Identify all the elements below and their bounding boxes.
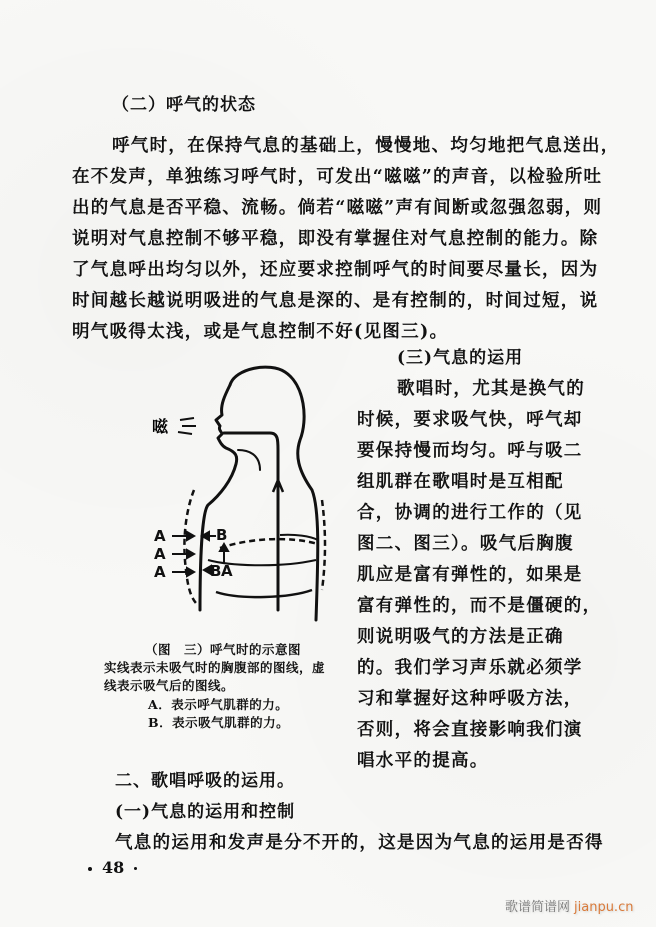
caption-legend-b: B．表示吸气肌群的力。: [148, 715, 290, 730]
paragraph-line: 说明对气息控制不够平稳，即没有掌握住对气息控制的能力。除: [72, 229, 599, 249]
paragraph-line: 要保持慢而均匀。呼与吸二: [357, 441, 583, 461]
caption-title: （图 三）呼气时的示意图: [145, 642, 302, 657]
paragraph-line: 了气息呼出均匀以外，还应要求控制呼气的时间要尽量长，因为: [72, 260, 599, 280]
paragraph-line: 出的气息是否平稳、流畅。倘若“嗞嗞”声有间断或忽强忽弱，则: [72, 198, 603, 218]
label-a-2: A: [154, 545, 166, 563]
label-a-1: A: [154, 527, 166, 545]
label-a-3: A: [154, 563, 166, 581]
label-b-2: B: [210, 562, 222, 580]
page-number: [78, 858, 147, 877]
sub-heading-breath-control: (一)气息的运用和控制: [115, 802, 296, 822]
paragraph-line: 肌应是富有弹性的，如果是: [357, 565, 583, 585]
section-heading-breath-usage: (三)气息的运用: [397, 348, 524, 368]
paragraph-line: 明气吸得太浅，或是气息控制不好(见图三)。: [72, 322, 449, 342]
paragraph-line: 时间越长越说明吸进的气息是深的、是有控制的，时间过短，说: [72, 291, 599, 311]
caption-line: 实线表示未吸气时的胸腹部的图线，虚: [104, 660, 326, 675]
paragraph-line: 呼气时，在保持气息的基础上，慢慢地、均匀地把气息送出，: [112, 136, 620, 156]
paragraph-line: 图二、图三）。吸气后胸腹: [357, 534, 574, 554]
watermark-site-name: 歌谱简谱网: [505, 900, 571, 915]
paragraph-line: 否则，将会直接影响我们演: [357, 720, 583, 740]
label-b-1: B: [216, 526, 228, 544]
watermark: [505, 896, 633, 915]
paragraph-line: 在不发声，单独练习呼气时，可发出“嗞嗞”的声音，以检验所吐: [72, 167, 603, 187]
page-number-value: 48: [102, 858, 125, 877]
body-silhouette-illustration: [120, 360, 350, 640]
paragraph-line: 组肌群在歌唱时是互相配: [357, 472, 564, 492]
paragraph-line: 的。我们学习声乐就必须学: [357, 658, 583, 678]
caption-legend-a: A．表示呼气肌群的力。: [148, 697, 289, 712]
paragraph-line: 歌唱时，尤其是换气的: [397, 379, 585, 399]
paragraph-line: 富有弹性的，而不是僵硬的，: [357, 596, 602, 616]
bullet-dot: [134, 867, 137, 870]
paragraph-line: 气息的运用和发声是分不开的，这是因为气息的运用是否得: [115, 833, 604, 853]
caption-line: 线表示吸气后的图线。: [104, 678, 235, 693]
paragraph-line: 时候，要求吸气快，呼气却: [357, 410, 583, 430]
watermark-url: jianpu.cn: [574, 900, 634, 915]
paragraph-line: 唱水平的提高。: [357, 751, 489, 771]
chapter-heading-singing-breath: 二、歌唱呼吸的运用。: [115, 771, 295, 791]
sound-label-zi: 嗞: [152, 417, 169, 436]
paragraph-line: 习和掌握好这种呼吸方法，: [357, 689, 583, 709]
section-heading-exhalation-state: （二）呼气的状态: [112, 95, 256, 115]
bullet-dot: [88, 867, 92, 871]
label-a-4: A: [221, 562, 233, 580]
paragraph-line: 合，协调的进行工作的（见: [357, 503, 583, 523]
paragraph-line: 则说明吸气的方法是正确: [357, 627, 564, 647]
figure-exhalation-diagram: [120, 360, 350, 640]
